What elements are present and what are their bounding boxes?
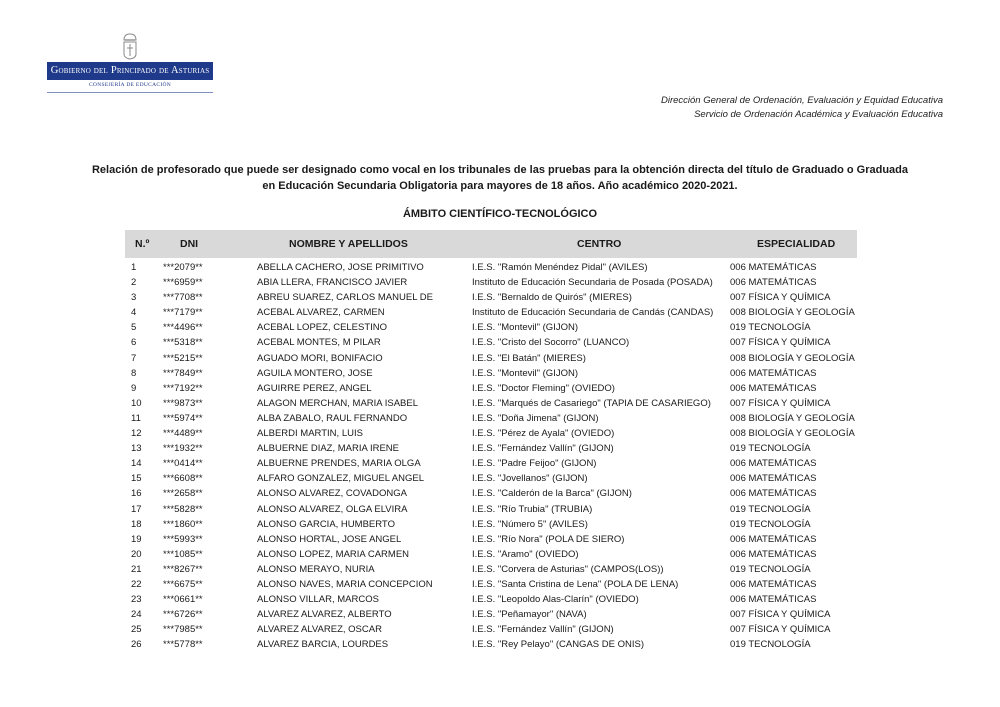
row-number: 18 — [131, 518, 142, 530]
table-row — [125, 335, 857, 350]
row-name: ALBUERNE PRENDES, MARIA OLGA — [257, 458, 421, 470]
table-body — [125, 258, 857, 652]
row-dni: ***8267** — [163, 563, 203, 575]
row-centro: I.E.S. "Calderón de la Barca" (GIJON) — [472, 488, 632, 500]
department-header — [661, 94, 943, 122]
row-name: ALONSO ALVAREZ, OLGA ELVIRA — [257, 503, 408, 515]
table-row — [125, 607, 857, 622]
table-row — [125, 622, 857, 637]
row-centro: I.E.S. "Montevil" (GIJON) — [472, 367, 578, 379]
row-number: 3 — [131, 292, 137, 304]
row-centro: I.E.S. "Corvera de Asturias" (CAMPOS(LOS)) — [472, 563, 664, 575]
row-especialidad: 007 FÍSICA Y QUÍMICA — [730, 337, 831, 349]
row-number: 23 — [131, 594, 142, 606]
title-line-1: Relación de profesorado que puede ser designado como vocal en los tribunales de las pruebas para la obtención directa del título de Graduado o Graduada — [91, 164, 908, 176]
row-especialidad: 006 MATEMÁTICAS — [730, 548, 817, 560]
row-number: 26 — [131, 639, 142, 651]
row-dni: ***9873** — [163, 397, 203, 409]
table-row — [125, 592, 857, 607]
column-header-name: NOMBRE Y APELLIDOS — [289, 238, 408, 250]
row-dni: ***5993** — [163, 533, 203, 545]
row-dni: ***6608** — [163, 473, 203, 485]
row-centro: I.E.S. "Río Trubia" (TRUBIA) — [472, 503, 593, 515]
row-name: ALONSO GARCIA, HUMBERTO — [257, 518, 395, 530]
row-centro: I.E.S. "Doctor Fleming" (OVIEDO) — [472, 382, 615, 394]
row-dni: ***6959** — [163, 277, 203, 289]
row-dni: ***6726** — [163, 609, 203, 621]
row-name: AGUILA MONTERO, JOSE — [257, 367, 373, 379]
table-row — [125, 486, 857, 501]
row-number: 20 — [131, 548, 142, 560]
row-centro: I.E.S. "Cristo del Socorro" (LUANCO) — [472, 337, 630, 349]
row-number: 13 — [131, 443, 142, 455]
row-number: 4 — [131, 307, 137, 319]
row-number: 1 — [131, 262, 137, 273]
row-name: ALVAREZ BARCIA, LOURDES — [257, 639, 389, 651]
row-centro: I.E.S. "Montevil" (GIJON) — [472, 322, 578, 334]
row-name: ALONSO ALVAREZ, COVADONGA — [257, 488, 407, 500]
table-row — [125, 320, 857, 335]
row-name: ACEBAL MONTES, M PILAR — [257, 337, 381, 349]
table-row — [125, 577, 857, 592]
row-dni: ***4489** — [163, 428, 203, 440]
table-row — [125, 411, 857, 426]
row-number: 12 — [131, 428, 142, 440]
department-line-1: Dirección General de Ordenación, Evaluación y Equidad Educativa — [661, 95, 943, 106]
row-name: ACEBAL LOPEZ, CELESTINO — [257, 322, 388, 334]
row-number: 7 — [131, 352, 137, 364]
row-dni: ***2658** — [163, 488, 203, 500]
table-row — [125, 456, 857, 471]
row-dni: ***1085** — [163, 548, 203, 560]
row-especialidad: 019 TECNOLOGÍA — [730, 639, 811, 651]
row-especialidad: 008 BIOLOGÍA Y GEOLOGÍA — [730, 428, 855, 440]
row-number: 8 — [131, 367, 137, 379]
row-number: 22 — [131, 578, 142, 590]
row-centro: I.E.S. "Ramón Menéndez Pidal" (AVILES) — [472, 262, 648, 273]
row-name: ALFARO GONZALEZ, MIGUEL ANGEL — [257, 473, 424, 485]
row-centro: Instituto de Educación Secundaria de Candás (CANDAS) — [472, 307, 714, 319]
row-name: ABIA LLERA, FRANCISCO JAVIER — [257, 277, 408, 289]
row-especialidad: 006 MATEMÁTICAS — [730, 262, 817, 273]
asturias-crest-icon — [120, 32, 140, 60]
row-centro: I.E.S. "Fernández Vallín" (GIJON) — [472, 443, 614, 455]
row-name: AGUADO MORI, BONIFACIO — [257, 352, 383, 364]
row-name: AGUIRRE PEREZ, ANGEL — [257, 382, 372, 394]
row-especialidad: 006 MATEMÁTICAS — [730, 578, 817, 590]
table-row — [125, 547, 857, 562]
row-dni: ***2079** — [163, 262, 203, 273]
row-dni: ***1860** — [163, 518, 203, 530]
document-title — [80, 162, 920, 194]
row-especialidad: 006 MATEMÁTICAS — [730, 473, 817, 485]
table-header — [125, 230, 857, 258]
row-centro: I.E.S. "Doña Jimena" (GIJON) — [472, 412, 599, 424]
row-number: 15 — [131, 473, 142, 485]
row-name: ABELLA CACHERO, JOSE PRIMITIVO — [257, 262, 424, 273]
row-especialidad: 008 BIOLOGÍA Y GEOLOGÍA — [730, 352, 855, 364]
table-row — [125, 637, 857, 652]
row-name: ALONSO NAVES, MARIA CONCEPCION — [257, 578, 433, 590]
row-dni: ***7179** — [163, 307, 203, 319]
row-number: 21 — [131, 563, 142, 575]
row-number: 24 — [131, 609, 142, 621]
row-name: ALONSO MERAYO, NURIA — [257, 563, 375, 575]
table-row — [125, 366, 857, 381]
table-row — [125, 290, 857, 305]
section-subtitle: ÁMBITO CIENTÍFICO-TECNOLÓGICO — [402, 208, 598, 220]
row-centro: I.E.S. "Santa Cristina de Lena" (POLA DE LENA) — [472, 578, 679, 590]
row-centro: I.E.S. "Aramo" (OVIEDO) — [472, 548, 579, 560]
row-name: ALBERDI MARTIN, LUIS — [257, 428, 363, 440]
column-header-centro: CENTRO — [577, 238, 622, 250]
row-number: 11 — [131, 412, 141, 424]
logo-divider — [47, 92, 213, 93]
row-centro: I.E.S. "Pérez de Ayala" (OVIEDO) — [472, 428, 615, 440]
row-especialidad: 006 MATEMÁTICAS — [730, 382, 817, 394]
logo-subtitle: CONSEJERÍA DE EDUCACIÓN — [88, 82, 172, 88]
table-row — [125, 471, 857, 486]
table-row — [125, 305, 857, 320]
row-especialidad: 019 TECNOLOGÍA — [730, 518, 811, 530]
row-especialidad: 007 FÍSICA Y QUÍMICA — [730, 624, 831, 636]
table-row — [125, 351, 857, 366]
table-row — [125, 260, 857, 275]
row-especialidad: 019 TECNOLOGÍA — [730, 443, 811, 455]
row-name: ALVAREZ ALVAREZ, ALBERTO — [257, 609, 392, 621]
table-row — [125, 275, 857, 290]
row-especialidad: 006 MATEMÁTICAS — [730, 277, 817, 289]
row-especialidad: 007 FÍSICA Y QUÍMICA — [730, 292, 831, 304]
row-centro: I.E.S. "Río Nora" (POLA DE SIERO) — [472, 533, 625, 545]
row-dni: ***6675** — [163, 578, 203, 590]
row-centro: I.E.S. "El Batán" (MIERES) — [472, 352, 586, 364]
row-dni: ***1932** — [163, 443, 203, 455]
table-row — [125, 426, 857, 441]
row-especialidad: 007 FÍSICA Y QUÍMICA — [730, 609, 831, 621]
row-name: ALAGON MERCHAN, MARIA ISABEL — [257, 397, 419, 409]
row-centro: I.E.S. "Marqués de Casariego" (TAPIA DE CASARIEGO) — [472, 397, 711, 409]
row-especialidad: 019 TECNOLOGÍA — [730, 322, 811, 334]
column-header-number: N.º — [135, 238, 150, 250]
column-header-especialidad: ESPECIALIDAD — [757, 238, 836, 250]
row-especialidad: 008 BIOLOGÍA Y GEOLOGÍA — [730, 307, 855, 319]
row-dni: ***5778** — [163, 639, 203, 651]
title-line-2: en Educación Secundaria Obligatoria para mayores de 18 años. Año académico 2020-2021. — [262, 180, 738, 192]
row-dni: ***0414** — [163, 458, 203, 470]
column-header-dni: DNI — [180, 238, 199, 250]
row-centro: I.E.S. "Padre Feijoo" (GIJON) — [472, 458, 597, 470]
row-especialidad: 006 MATEMÁTICAS — [730, 488, 817, 500]
table-row — [125, 517, 857, 532]
row-number: 17 — [131, 503, 142, 515]
row-name: ABREU SUAREZ, CARLOS MANUEL DE — [257, 292, 433, 304]
row-name: ALBUERNE DIAZ, MARIA IRENE — [257, 443, 400, 455]
row-number: 25 — [131, 624, 142, 636]
row-dni: ***0661** — [163, 594, 203, 606]
row-number: 5 — [131, 322, 137, 334]
row-dni: ***4496** — [163, 322, 203, 334]
table-row — [125, 396, 857, 411]
row-centro: I.E.S. "Bernaldo de Quirós" (MIERES) — [472, 292, 632, 304]
row-name: ALONSO HORTAL, JOSE ANGEL — [257, 533, 402, 545]
row-especialidad: 006 MATEMÁTICAS — [730, 594, 817, 606]
row-name: ALBA ZABALO, RAUL FERNANDO — [257, 412, 408, 424]
row-dni: ***5974** — [163, 412, 203, 424]
row-centro: I.E.S. "Peñamayor" (NAVA) — [472, 609, 587, 621]
row-number: 6 — [131, 337, 137, 349]
row-especialidad: 006 MATEMÁTICAS — [730, 367, 817, 379]
row-centro: I.E.S. "Jovellanos" (GIJON) — [472, 473, 588, 485]
row-number: 9 — [131, 382, 137, 394]
row-dni: ***7192** — [163, 382, 203, 394]
table-row — [125, 562, 857, 577]
row-especialidad: 019 TECNOLOGÍA — [730, 563, 811, 575]
row-centro: I.E.S. "Fernández Vallín" (GIJON) — [472, 624, 614, 636]
table-row — [125, 441, 857, 456]
row-centro: I.E.S. "Leopoldo Alas-Clarín" (OVIEDO) — [472, 594, 639, 606]
row-name: ALVAREZ ALVAREZ, OSCAR — [257, 624, 382, 636]
row-number: 10 — [131, 397, 142, 409]
department-line-2: Servicio de Ordenación Académica y Evaluación Educativa — [694, 109, 943, 120]
row-centro: I.E.S. "Rey Pelayo" (CANGAS DE ONIS) — [472, 639, 644, 651]
row-dni: ***5215** — [163, 352, 203, 364]
row-dni: ***7985** — [163, 624, 203, 636]
table-row — [125, 502, 857, 517]
row-number: 14 — [131, 458, 142, 470]
logo-title: Gobierno del Principado de Asturias — [47, 62, 213, 80]
row-especialidad: 006 MATEMÁTICAS — [730, 533, 817, 545]
row-especialidad: 006 MATEMÁTICAS — [730, 458, 817, 470]
row-name: ALONSO LOPEZ, MARIA CARMEN — [257, 548, 410, 560]
row-centro: Instituto de Educación Secundaria de Posada (POSADA) — [472, 277, 713, 289]
row-especialidad: 019 TECNOLOGÍA — [730, 503, 811, 515]
row-name: ALONSO VILLAR, MARCOS — [257, 594, 379, 606]
table-row — [125, 381, 857, 396]
table-row — [125, 532, 857, 547]
row-dni: ***5318** — [163, 337, 203, 349]
row-number: 19 — [131, 533, 142, 545]
teachers-table — [125, 230, 857, 652]
row-number: 2 — [131, 277, 137, 289]
row-dni: ***7849** — [163, 367, 203, 379]
row-number: 16 — [131, 488, 142, 500]
row-dni: ***5828** — [163, 503, 203, 515]
row-especialidad: 007 FÍSICA Y QUÍMICA — [730, 397, 831, 409]
row-dni: ***7708** — [163, 292, 203, 304]
row-centro: I.E.S. "Número 5" (AVILES) — [472, 518, 588, 530]
row-especialidad: 008 BIOLOGÍA Y GEOLOGÍA — [730, 412, 855, 424]
row-name: ACEBAL ALVAREZ, CARMEN — [257, 307, 385, 319]
